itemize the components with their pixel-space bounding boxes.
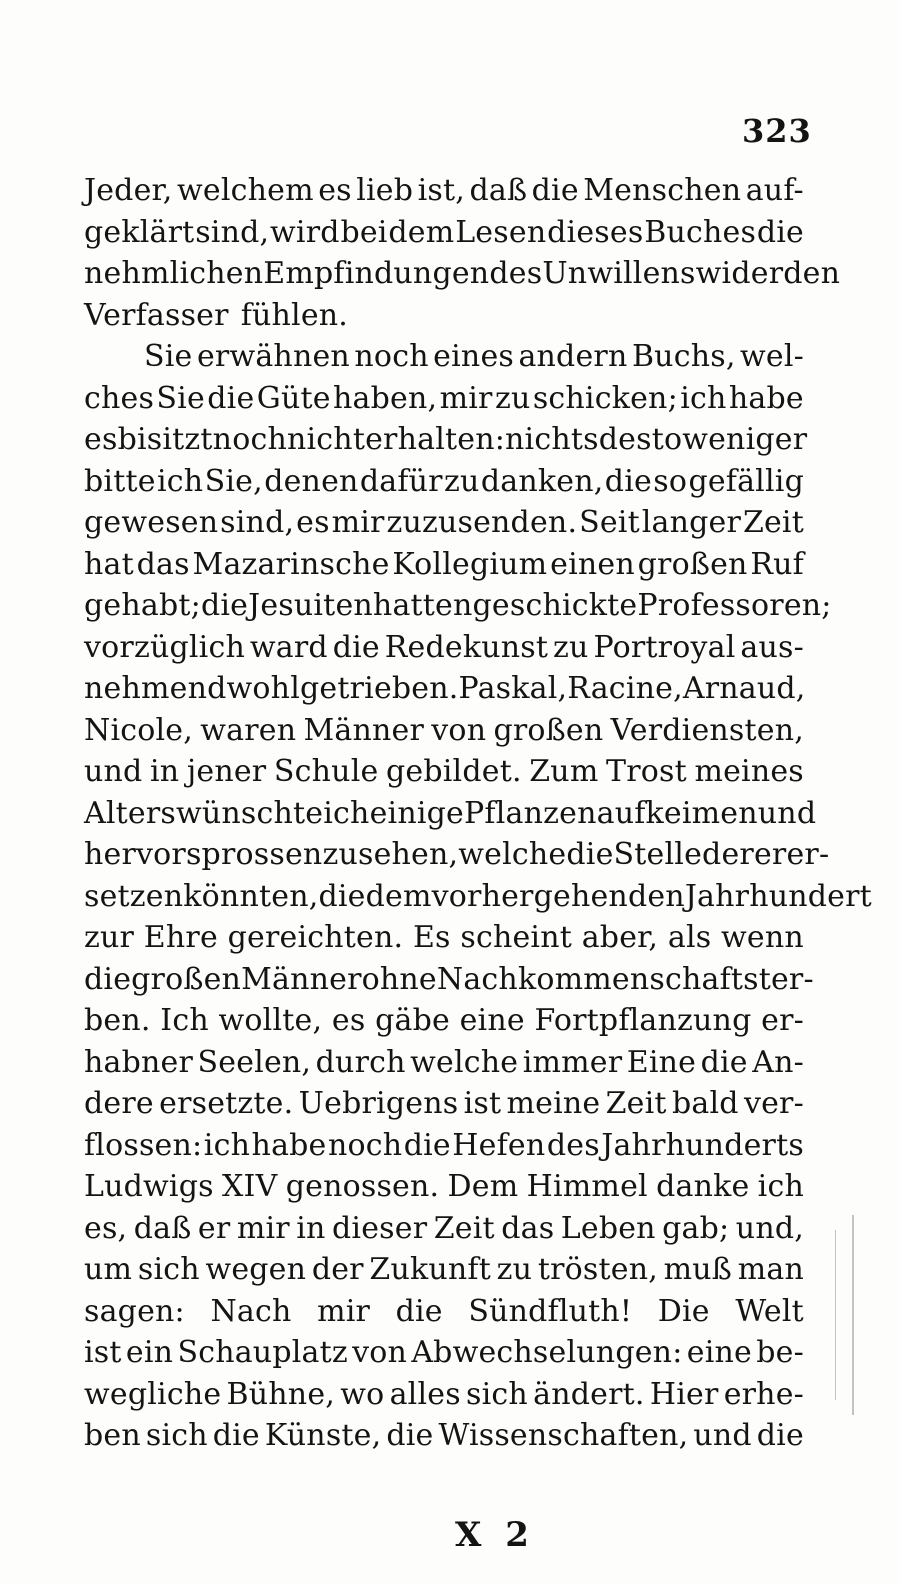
text-line: zur Ehre gereichten. Es scheint aber, als wenn <box>84 920 804 955</box>
text-line: wegliche Bühne, wo alles sich ändert. Hier erhe- <box>84 1376 804 1412</box>
text-line: und in jener Schule gebildet. Zum Trost meines <box>84 754 804 789</box>
text-line: Sie erwähnen noch eines andern Buchs, wel- <box>144 339 804 374</box>
text-line: flossen: ich habe noch die Hefen des Jahrhunderts <box>84 1127 804 1163</box>
text-line: Alters wünschte ich einige Pflanzen aufkeimen und <box>84 795 817 831</box>
text-line: um sich wegen der Zukunft zu trösten, muß man <box>84 1252 804 1287</box>
scan-margin-mark <box>852 1215 854 1415</box>
text-line: die großen Männer ohne Nachkommenschaft ster- <box>84 961 814 997</box>
text-line: Ludwigs XIV genossen. Dem Himmel danke ich <box>84 1169 804 1204</box>
printer-signature-mark: X 2 <box>455 1515 535 1555</box>
text-line: bitte ich Sie, denen dafür zu danken, die so gefällig <box>84 463 804 499</box>
scan-margin-mark <box>835 1230 836 1400</box>
text-line: nehmend wohl getrieben. Paskal, Racine, Arnaud, <box>84 671 806 706</box>
text-line: nehmlichen Empfindungen des Unwillens wider den <box>84 256 841 291</box>
text-line: vorzüglich ward die Redekunst zu Portroyal aus- <box>84 629 804 665</box>
text-line: Verfasser fühlen. <box>84 297 349 333</box>
text-line: es, daß er mir in dieser Zeit das Leben gab; und, <box>84 1210 804 1246</box>
text-line: gewesen sind, es mir zuzusenden. Seit langer Zeit <box>84 505 804 540</box>
text-line: Jeder, welchem es lieb ist, daß die Menschen auf- <box>84 173 804 208</box>
text-line: dere ersetzte. Uebrigens ist meine Zeit bald ver- <box>84 1086 804 1121</box>
text-line: habner Seelen, durch welche immer Eine die An- <box>84 1044 804 1080</box>
text-line: es bis itzt noch nicht erhalten: nichts desto weniger <box>84 422 808 457</box>
text-line: ches Sie die Güte haben, mir zu schicken; ich habe <box>84 380 804 416</box>
text-line: ben. Ich wollte, es gäbe eine Fortpflanzung er- <box>84 1003 804 1038</box>
text-line: ben sich die Künste, die Wissenschaften, und die <box>84 1418 804 1453</box>
text-line: sagen: Nach mir die Sündfluth! Die Welt <box>84 1293 804 1329</box>
text-line: gehabt; die Jesuiten hatten geschickte Professoren; <box>84 588 832 623</box>
page-number: 323 <box>742 112 812 150</box>
text-line: geklärt sind, wird bei dem Lesen dieses Buches die <box>84 214 804 250</box>
text-line: Nicole, waren Männer von großen Verdiensten, <box>84 712 804 748</box>
text-line: setzen könnten, die dem vorhergehenden Jahrhundert <box>84 878 872 914</box>
text-line: hervorsprossen zu sehen, welche die Stelle derer er- <box>84 837 830 872</box>
body-text <box>84 170 872 1457</box>
text-line: hat das Mazarinsche Kollegium einen großen Ruf <box>84 546 804 582</box>
text-line: ist ein Schauplatz von Abwechselungen: eine be- <box>84 1335 804 1370</box>
